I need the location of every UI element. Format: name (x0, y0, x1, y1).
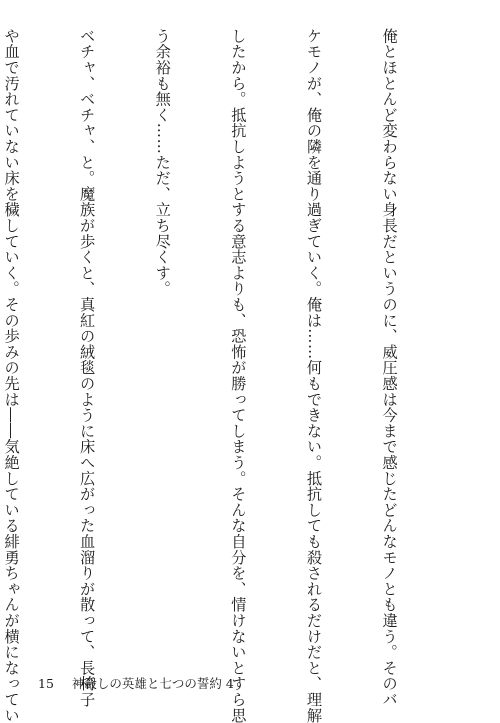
text-line: ケモノが、俺の隣を通り過ぎていく。俺は……何もできない。抵抗しても殺されるだけだと、理解 (304, 28, 323, 723)
text-line: う余裕も無く……ただ、立ち尽くす。 (153, 28, 172, 297)
text-line: や血で汚れていない床を穢していく。その歩みの先は――気絶している緋勇ちゃんが横になってい (2, 28, 21, 723)
text-line: 俺とほとんど変わらない身長だというのに、威圧感は今まで感じたどんなモノとも違う。そのバ (380, 28, 399, 708)
page-footer (38, 675, 234, 693)
page-number: 15 (38, 676, 54, 691)
text-line: したから。抵抗しようとする意志よりも、恐怖が勝ってしまう。そんな自分を、情けないとすら思 (229, 28, 248, 723)
book-title: 神殺しの英雄と七つの誓約 4 (71, 676, 234, 691)
text-line: ベチャ、ベチャ、と。魔族が歩くと、真紅の絨毯のように床へ広がった血溜りが散って、長椅子 (78, 28, 97, 708)
